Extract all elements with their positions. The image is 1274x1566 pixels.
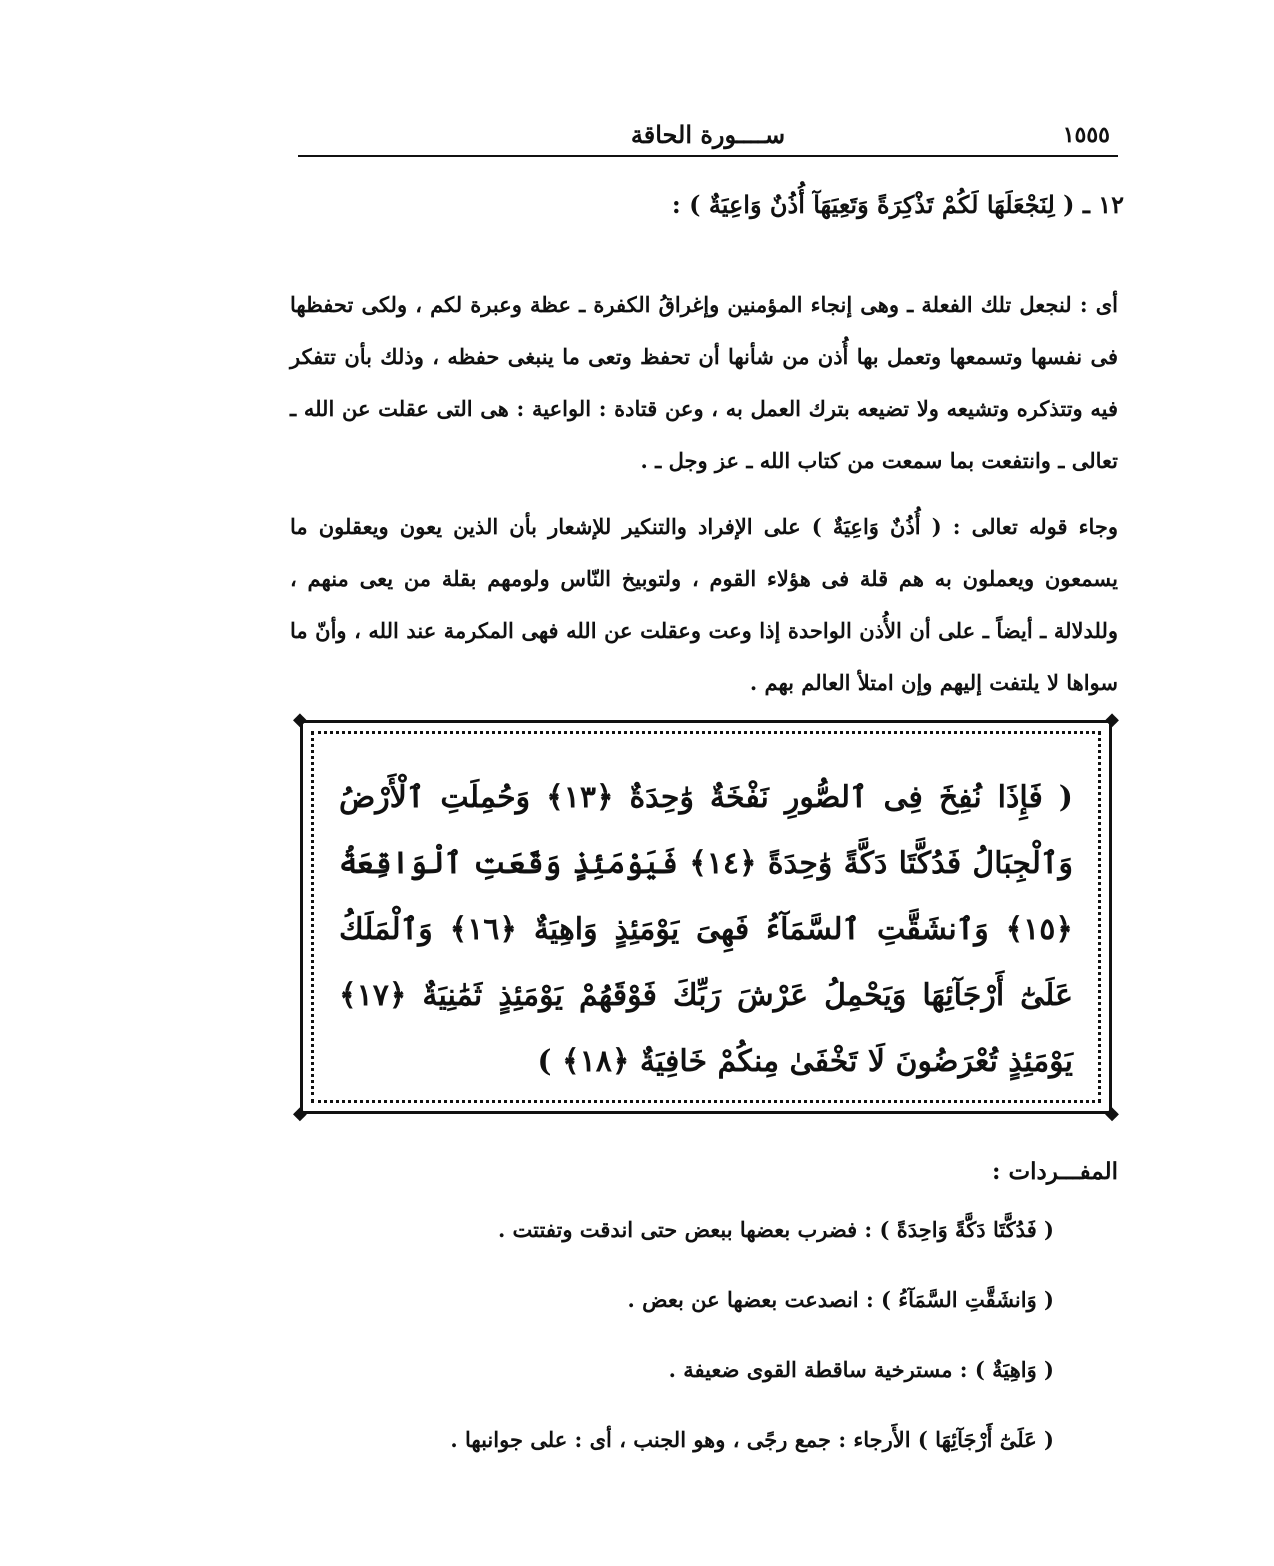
diamond-ornament-icon: ◆	[1105, 1103, 1119, 1124]
surah-title: ســــورة الحاقة	[630, 120, 786, 149]
diamond-ornament-icon: ◆	[293, 709, 307, 730]
commentary-paragraph-1: أى : لنجعل تلك الفعلة ـ وهى إنجاء المؤمنين وإغراقُ الكفرة ـ عظة وعبرة لكم ، ولكى تحفظها فى نفسها وتسمعها وتعمل بها أُذن من شأنها أن تحفظ وتعى ما ينبغى حفظه ، وذلك بأن تتفكر فيه وتتذكره وتشيعه ولا تضيعه بترك العمل به ، وعن قتادة : الواعية : هى التى عقلت عن الله ـ تعالى ـ وانتفعت بما سمعت من كتاب الله ـ عز وجل ـ .	[290, 292, 1118, 473]
vocabulary-list	[334, 1208, 1054, 1488]
page-number: ١٥٥٥	[1062, 122, 1110, 148]
diamond-ornament-icon: ◆	[293, 1103, 307, 1124]
verse-heading: ١٢ ـ ( لِنَجْعَلَهَا لَكُمْ تَذْكِرَةً وَتَعِيَهَآ أُذُنٌ وَاعِيَةٌ ) :	[671, 190, 1124, 219]
vocabulary-item: ( وَانشَقَّتِ السَّمَآءُ ) : انصدعت بعضها عن بعض .	[627, 1287, 1054, 1312]
header-divider	[298, 155, 1118, 157]
diamond-ornament-icon: ◆	[1105, 709, 1119, 730]
quran-verses: ( فَإِذَا نُفِخَ فِى ٱلصُّورِ نَفْخَةٌ وَٰحِدَةٌ ﴿١٣﴾ وَحُمِلَتِ ٱلْأَرْضُ وَٱلْجِبَالُ فَدُكَّتَا دَكَّةً وَٰحِدَةً ﴿١٤﴾ فَيَوْمَئِذٍ وَقَعَتِ ٱلْوَاقِعَةُ ﴿١٥﴾ وَٱنشَقَّتِ ٱلسَّمَآءُ فَهِىَ يَوْمَئِذٍ وَاهِيَةٌ ﴿١٦﴾ وَٱلْمَلَكُ عَلَىٰٓ أَرْجَآئِهَا وَيَحْمِلُ عَرْشَ رَبِّكَ فَوْقَهُمْ يَوْمَئِذٍ ثَمَٰنِيَةٌ ﴿١٧﴾ يَوْمَئِذٍ تُعْرَضُونَ لَا تَخْفَىٰ مِنكُمْ خَافِيَةٌ ﴿١٨﴾ )	[339, 780, 1073, 1079]
vocabulary-item: ( وَاهِيَةٌ ) : مسترخية ساقطة القوى ضعيفة .	[668, 1357, 1054, 1382]
vocabulary-item: ( فَدُكَّتَا دَكَّةً وَاحِدَةً ) : فضرب بعضها ببعض حتى اندقت وتفتتت .	[497, 1217, 1054, 1242]
page-header	[298, 114, 1118, 154]
commentary-paragraph-2: وجاء قوله تعالى : ( أُذُنٌ وَاعِيَةٌ ) على الإفراد والتنكير للإشعار بأن الذين يعون ويعقلون ما يسمعون ويعملون به هم قلة فى هؤلاء القوم ، ولتوبيخ النّاس ولومهم بقلة من يعى منهم ، وللدلالة ـ أيضاً ـ على أن الأُذن الواحدة إذا وعت وعقلت عن الله فهى المكرمة عند الله ، وأنّ ما سواها لا يلتفت إليهم وإن امتلأ العالم بهم .	[290, 514, 1118, 695]
quran-verse-frame	[293, 709, 1119, 1124]
vocabulary-heading: المفـــردات :	[991, 1158, 1118, 1185]
vocabulary-item: ( عَلَىٰٓ أَرْجَآئِهَا ) الأَرجاء : جمع رجًى ، وهو الجنب ، أى : على جوانبها .	[450, 1427, 1054, 1452]
